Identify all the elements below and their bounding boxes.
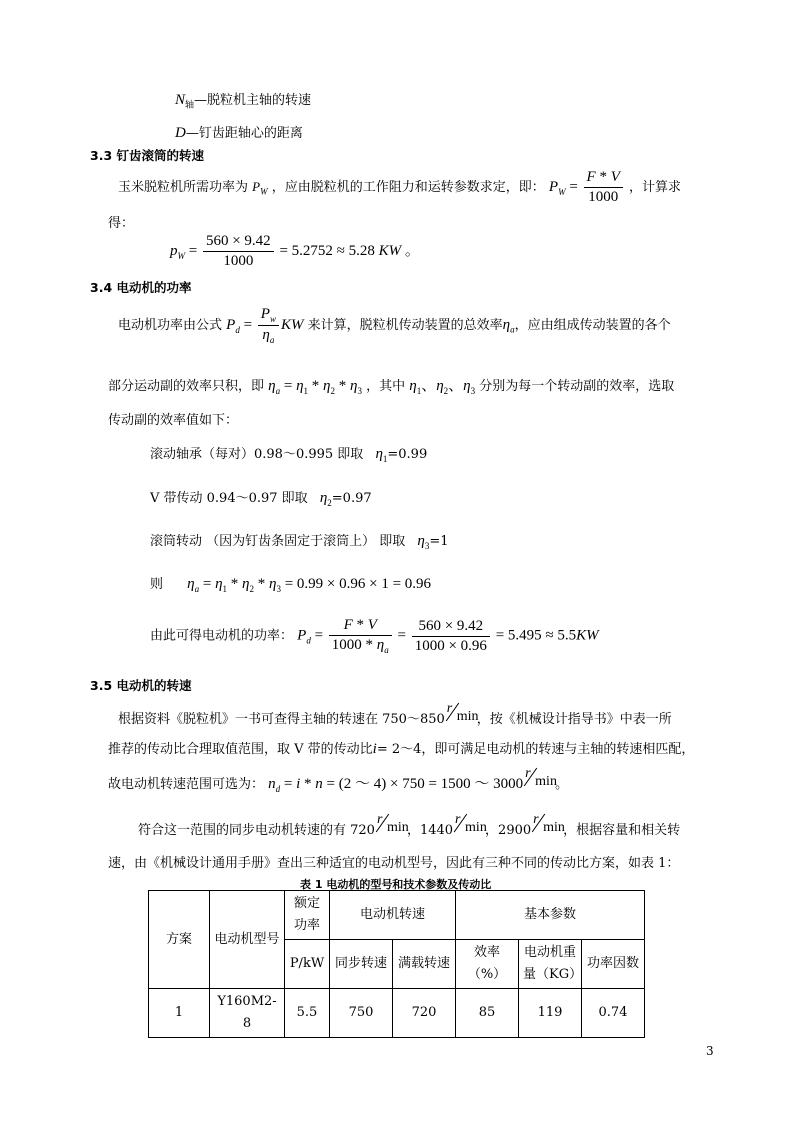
paragraph-3-4-line3: 传动副的效率值如下： bbox=[108, 413, 239, 428]
header-rated-power: 额定功率 bbox=[285, 891, 330, 940]
header-pkw: P/kW bbox=[285, 940, 330, 989]
paragraph-3-4: 电动机功率由公式 $P_d$ = $\frac{P_w}{\eta_a}$ KW 来计算，脱粒机传动装置的总效率$\eta_a$，应由组成传动装置的各个 bbox=[118, 306, 671, 345]
table-header-row-1 bbox=[149, 891, 645, 940]
motor-power-calculation: 由此可得电动机的功率： $P_d$ = $\frac{F * V}{1000 * \eta_a}$ = $\frac{560 \times 9.42}{1000 \times 0.96}$ = 5.495 ≈ 5.5KW bbox=[150, 617, 599, 655]
cell-weight: 119 bbox=[519, 989, 582, 1038]
paragraph-3-5-line5: 速，由《机械设计通用手册》查出三种适宜的电动机型号，因此有三种不同的传动比方案，如表 1： bbox=[108, 856, 680, 871]
section-heading-3-5: 3.5 电动机的转速 bbox=[90, 678, 192, 693]
drum-efficiency: 滚筒转动 （因为钉齿条固定于滚筒上） 即取 $\eta_3=1$ bbox=[150, 533, 449, 551]
paragraph-3-4-line2: 部分运动副的效率只积，即 $\eta_a = \eta_1 * \eta_2 * \eta_3$ ，其中 $\eta_1$、$\eta_2$、$\eta_3$ 分别为每一个转动副的效率，选取 bbox=[108, 378, 675, 396]
cell-sync: 750 bbox=[330, 989, 393, 1038]
header-basic-params: 基本参数 bbox=[456, 891, 645, 940]
header-sync-speed: 同步转速 bbox=[330, 940, 393, 989]
d-definition: D—钉齿距轴心的距离 bbox=[175, 125, 303, 141]
header-full-speed: 满载转速 bbox=[393, 940, 456, 989]
section-heading-3-3: 3.3 钉齿滚筒的转速 bbox=[90, 148, 204, 163]
header-scheme: 方案 bbox=[149, 891, 210, 989]
header-motor-speed: 电动机转速 bbox=[330, 891, 456, 940]
cell-model: Y160M2-8 bbox=[210, 989, 285, 1038]
table-caption: 表 1 电动机的型号和技术参数及传动比 bbox=[300, 878, 492, 891]
header-weight: 电动机重量（KG） bbox=[519, 940, 582, 989]
total-efficiency: 则 $\eta_a = \eta_1 * \eta_2 * \eta_3 = 0.99 \times 0.96 \times 1 = 0.96$ bbox=[150, 576, 432, 594]
header-efficiency: 效率（%） bbox=[456, 940, 519, 989]
paragraph-3-5-line2: 推荐的传动比合理取值范围，取 V 带的传动比i= 2～4，即可满足电动机的转速与主轴的转速相匹配， bbox=[108, 741, 695, 757]
table-row bbox=[149, 989, 645, 1038]
vbelt-efficiency: V 带传动 0.94～0.97 即取 $\eta_2=0.97$ bbox=[150, 490, 372, 508]
paragraph-3-3: 玉米脱粒机所需功率为 $P_W$ ，应由脱粒机的工作阻力和运转参数求定，即： $P_W$ = $\frac{F * V}{1000}$ ，计算求 bbox=[118, 169, 682, 205]
header-power-factor: 功率因数 bbox=[582, 940, 645, 989]
paragraph-3-5-line4: 符合这一范围的同步电动机转速的有 720 r min ，1440 r min ，2900 r min ，根据容量和相关转 bbox=[138, 812, 681, 838]
bearing-efficiency: 滚动轴承（每对）0.98～0.995 即取 $\eta_1=0.99$ bbox=[150, 446, 428, 464]
cell-full: 720 bbox=[393, 989, 456, 1038]
n-shaft-definition: $N_轴—$脱粒机主轴的转速 bbox=[175, 92, 312, 111]
cell-scheme: 1 bbox=[149, 989, 210, 1038]
cell-power: 5.5 bbox=[285, 989, 330, 1038]
paragraph-3-5-line1: 根据资料《脱粒机》一书可查得主轴的转速在 750～850 r min ，按《机械设计指导书》中表一所 bbox=[118, 701, 672, 727]
pw-calculation: $p_W$ = $\frac{560 \times 9.42}{1000}$ = 5.2752 ≈ 5.28 KW 。 bbox=[170, 233, 420, 269]
motor-table bbox=[148, 890, 645, 1038]
section-heading-3-4: 3.4 电动机的功率 bbox=[90, 280, 192, 295]
cell-eff: 85 bbox=[456, 989, 519, 1038]
paragraph-3-3-cont: 得： bbox=[108, 216, 135, 231]
cell-pf: 0.74 bbox=[582, 989, 645, 1038]
paragraph-3-5-line3: 故电动机转速范围可选为： $n_d = i * n = (2$ ～ 4) × 750 = 1500 ～ 3000 r min 。 bbox=[108, 766, 569, 794]
page-number: 3 bbox=[706, 1044, 714, 1058]
header-model: 电动机型号 bbox=[210, 891, 285, 989]
